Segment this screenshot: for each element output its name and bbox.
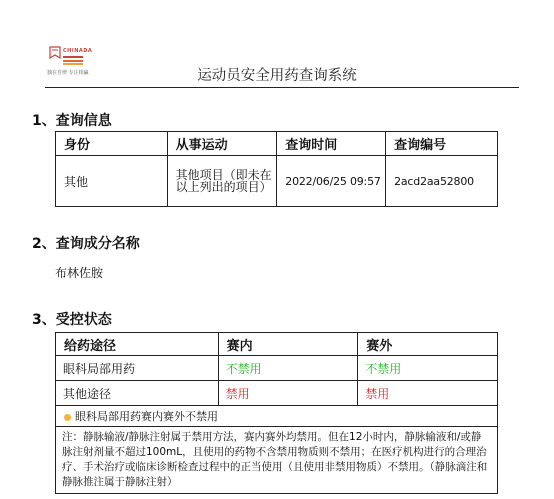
cell-identity: 其他 <box>56 156 168 207</box>
cell-route: 眼科局部用药 <box>56 356 219 381</box>
section-heading-query-info: 1、查询信息 <box>32 113 112 129</box>
header-query-time: 查询时间 <box>277 132 386 156</box>
header-in-competition: 赛内 <box>218 333 358 356</box>
summary-note-cell <box>56 406 498 427</box>
cell-query-id: 2acd2aa52800 <box>386 156 498 207</box>
footnote-row <box>56 427 498 494</box>
cell-sport: 其他项目（即未在以上列出的项目） <box>167 156 277 207</box>
cell-out-status: 禁用 <box>358 381 498 406</box>
header-query-id: 查询编号 <box>386 132 498 156</box>
table-row <box>56 156 498 207</box>
table-row <box>56 381 498 406</box>
cell-in-status: 禁用 <box>218 381 358 406</box>
table-row <box>56 356 498 381</box>
summary-note-text: 眼科局部用药赛内赛外不禁用 <box>75 410 218 423</box>
page-title: 运动员安全用药查询系统 <box>197 68 357 84</box>
logo-brand-text: CHINADA <box>63 48 93 54</box>
title-divider <box>45 87 519 88</box>
query-info-header-row <box>56 132 498 156</box>
header-sport: 从事运动 <box>167 132 277 156</box>
summary-note-row <box>56 406 498 427</box>
header-identity: 身份 <box>56 132 168 156</box>
cell-out-status: 不禁用 <box>358 356 498 381</box>
cell-query-time: 2022/06/25 09:57 <box>277 156 386 207</box>
header-out-competition: 赛外 <box>358 333 498 356</box>
logo-slogan: 独在自律 专注相赢 <box>47 70 89 76</box>
ingredient-name: 布林佐胺 <box>55 266 104 280</box>
cell-route: 其他途径 <box>56 381 219 406</box>
control-status-table <box>55 332 498 494</box>
section-heading-ingredient: 2、查询成分名称 <box>32 236 140 252</box>
header-route: 给药途径 <box>56 333 219 356</box>
control-status-header-row <box>56 333 498 356</box>
query-info-table <box>55 131 498 207</box>
footnote-text: 注：静脉输液/静脉注射属于禁用方法，赛内赛外均禁用。但在12小时内，静脉输液和/或静脉注射剂量不超过100mL，且使用的药物不含禁用物质则不禁用；在医疗机构进行的合理治疗、手术治疗或临床诊断检查过程中的正当使用（且使用非禁用物质）不禁用。（静脉滴注和静脉推注属于静脉注射） <box>56 427 498 494</box>
cell-in-status: 不禁用 <box>218 356 358 381</box>
logo-mark-icon <box>49 46 61 59</box>
section-heading-control-status: 3、受控状态 <box>32 312 112 328</box>
note-dot-icon <box>64 414 71 421</box>
